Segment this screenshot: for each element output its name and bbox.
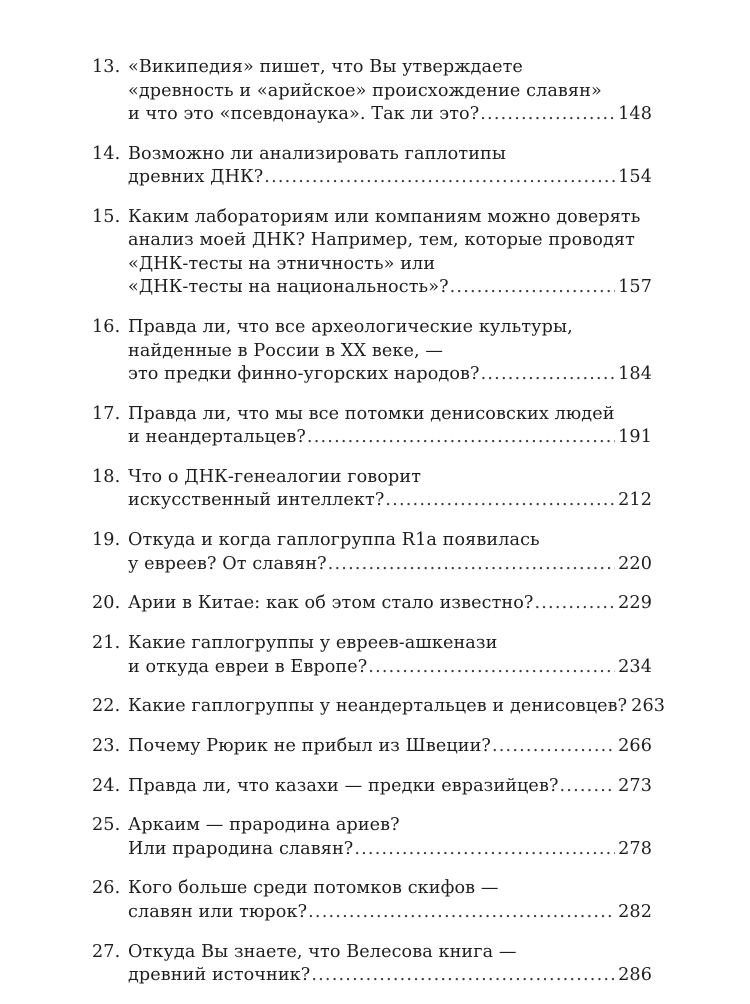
toc-entry	[92, 316, 652, 387]
toc-entry	[92, 206, 652, 300]
page-number: 191	[618, 427, 652, 448]
entry-text-line: найденные в России в XX веке, —	[128, 340, 444, 361]
entry-text-line: Откуда и когда гаплогруппа R1a появилась	[128, 530, 540, 551]
page-number: 234	[618, 656, 652, 677]
table-of-contents	[92, 56, 666, 1004]
dot-leader	[492, 735, 615, 759]
entry-text-line: и неандертальцев?	[128, 427, 306, 448]
entry-text-line: Возможно ли анализировать гаплотипы	[128, 143, 506, 164]
page-number: 263	[631, 696, 666, 717]
dot-leader	[264, 166, 615, 190]
entry-number: 21.	[92, 633, 121, 653]
toc-entry	[92, 143, 652, 190]
entry-number: 19.	[92, 530, 121, 551]
entry-text-line: «Википедия» пишет, что Вы утверждаете	[128, 57, 523, 77]
toc-entry	[92, 632, 652, 679]
toc-entry	[92, 814, 652, 861]
entry-number: 18.	[92, 466, 121, 487]
dot-leader	[308, 901, 615, 925]
entry-text-line: славян или тюрок?	[128, 901, 308, 922]
entry-text-line: Правда ли, что все археологические культуры,	[128, 317, 573, 338]
entry-number: 13.	[92, 57, 121, 77]
entry-number: 24.	[92, 775, 121, 796]
page-number: 184	[618, 364, 652, 385]
entry-number: 14.	[92, 143, 121, 164]
dot-leader	[534, 592, 615, 616]
dot-leader	[307, 426, 615, 450]
entry-text-line: Арии в Китае: как об этом стало известно?	[128, 593, 534, 614]
entry-text-line: у евреев? От славян?	[128, 553, 327, 574]
toc-entry	[92, 941, 652, 988]
entry-text-line: Какие гаплогруппы у евреев-ашкенази	[128, 633, 498, 653]
dot-leader	[328, 553, 615, 577]
toc-entry	[92, 735, 652, 759]
page-number: 148	[618, 104, 652, 124]
page-number: 278	[618, 838, 652, 859]
entry-number: 17.	[92, 403, 121, 424]
entry-text-line: древних ДНК?	[128, 167, 264, 188]
entry-number: 23.	[92, 735, 121, 756]
entry-text-line: анализ моей ДНК? Например, тем, которые проводят	[128, 230, 635, 251]
page-number: 229	[618, 593, 652, 614]
entry-text-line: Что о ДНК-генеалогии говорит	[128, 466, 422, 487]
toc-entry	[92, 877, 652, 924]
entry-text-line: «ДНК-тесты на национальность»?	[128, 277, 449, 298]
page-number: 154	[618, 167, 652, 188]
entry-text-line: Правда ли, что казахи — предки евразийцев?	[128, 775, 559, 796]
entry-text-line: «древность и «арийское» происхождение славян»	[128, 80, 602, 101]
entry-text-line: Или прародина славян?	[128, 838, 354, 859]
entry-text-line: Каким лабораториям или компаниям можно доверять	[128, 206, 641, 227]
toc-entry	[92, 56, 652, 127]
entry-number: 22.	[92, 696, 121, 717]
toc-entry	[92, 775, 652, 799]
toc-entry	[92, 466, 652, 513]
dot-leader	[311, 964, 615, 988]
entry-text-line: искусственный интеллект?	[128, 490, 385, 511]
entry-text-line: и откуда евреи в Европе?	[128, 656, 368, 677]
entry-text-line: и что это «псевдонаука». Так ли это?	[128, 104, 480, 124]
page-number: 220	[618, 553, 652, 574]
entry-text-line: Правда ли, что мы все потомки денисовских людей	[128, 403, 615, 424]
dot-leader	[354, 838, 615, 862]
entry-text-line: Аркаим — прародина ариев?	[128, 815, 400, 836]
entry-text-line: «ДНК-тесты на этничность» или	[128, 253, 436, 274]
dot-leader	[385, 489, 615, 513]
entry-number: 16.	[92, 317, 121, 338]
page-number: 157	[618, 277, 652, 298]
dot-leader	[559, 775, 615, 799]
dot-leader	[450, 276, 616, 300]
entry-number: 25.	[92, 815, 121, 836]
toc-entry	[92, 592, 652, 616]
entry-number: 15.	[92, 206, 121, 227]
page-number: 266	[618, 735, 652, 756]
entry-number: 20.	[92, 593, 121, 614]
page-number: 212	[618, 490, 652, 511]
dot-leader	[480, 103, 615, 127]
entry-number: 26.	[92, 878, 121, 899]
toc-entry	[92, 403, 652, 450]
toc-entry	[92, 695, 666, 719]
entry-text-line: древний источник?	[128, 965, 311, 986]
entry-text-line: Какие гаплогруппы у неандертальцев и денисовцев?	[128, 696, 628, 717]
toc-entry	[92, 529, 652, 576]
page-number: 286	[618, 965, 652, 986]
page-number: 282	[618, 901, 652, 922]
entry-text-line: Откуда Вы знаете, что Велесова книга —	[128, 941, 517, 962]
entry-number: 27.	[92, 941, 121, 962]
dot-leader	[481, 363, 616, 387]
page-number: 273	[618, 775, 652, 796]
entry-text-line: Почему Рюрик не прибыл из Швеции?	[128, 735, 491, 756]
dot-leader	[368, 656, 615, 680]
entry-text-line: это предки финно-угорских народов?	[128, 364, 480, 385]
entry-text-line: Кого больше среди потомков скифов —	[128, 878, 499, 899]
